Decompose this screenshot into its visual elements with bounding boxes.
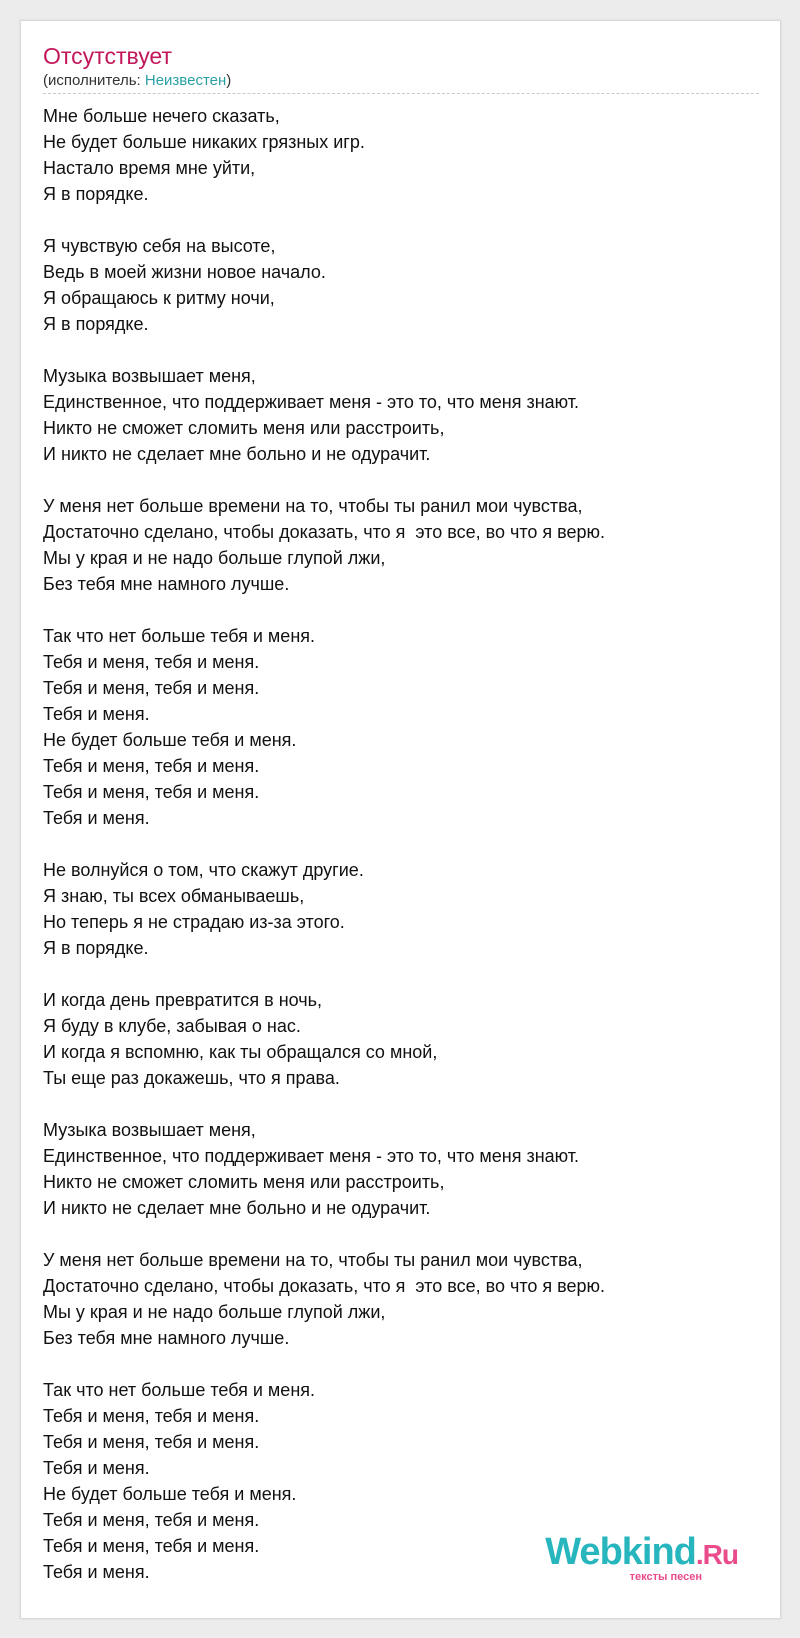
artist-line <box>43 72 231 90</box>
lyric-line: Тебя и меня, тебя и меня. <box>43 1510 260 1530</box>
lyric-line: Я в порядке. <box>43 314 149 334</box>
artist-prefix: (исполнитель: <box>43 72 145 89</box>
lyric-line: Но теперь я не страдаю из-за этого. <box>43 912 345 932</box>
stanza-gap <box>43 1091 763 1117</box>
lyric-line: Я обращаюсь к ритму ночи, <box>43 288 275 308</box>
stanza-gap <box>43 1351 763 1377</box>
stanza-gap <box>43 961 763 987</box>
logo-tld: .Ru <box>695 1539 738 1570</box>
lyric-line: Никто не сможет сломить меня или расстроить, <box>43 418 445 438</box>
lyric-line: Мы у края и не надо больше глупой лжи, <box>43 1302 386 1322</box>
lyric-line: Так что нет больше тебя и меня. <box>43 626 316 646</box>
lyric-line: Ты еще раз докажешь, что я права. <box>43 1068 340 1088</box>
lyric-line: Тебя и меня, тебя и меня. <box>43 652 260 672</box>
lyric-line: Тебя и меня, тебя и меня. <box>43 782 260 802</box>
lyric-line: У меня нет больше времени на то, чтобы ты ранил мои чувства, <box>43 496 583 516</box>
lyric-line: Тебя и меня. <box>43 1458 150 1478</box>
lyric-line: И когда день превратится в ночь, <box>43 990 323 1010</box>
lyric-line: Тебя и меня. <box>43 704 150 724</box>
lyric-line: Тебя и меня. <box>43 1562 150 1582</box>
lyric-line: Музыка возвышает меня, <box>43 366 256 386</box>
stanza-gap <box>43 337 763 363</box>
lyric-line: Тебя и меня, тебя и меня. <box>43 678 260 698</box>
lyric-line: Тебя и меня, тебя и меня. <box>43 1536 260 1556</box>
lyric-line: И никто не сделает мне больно и не одурачит. <box>43 444 431 464</box>
lyric-line: Не будет больше никаких грязных игр. <box>43 132 365 152</box>
lyric-line: Не будет больше тебя и меня. <box>43 730 297 750</box>
site-logo[interactable] <box>545 1532 738 1583</box>
lyrics-text <box>43 103 763 1585</box>
lyric-line: Тебя и меня, тебя и меня. <box>43 1406 260 1426</box>
lyric-line: Настало время мне уйти, <box>43 158 256 178</box>
stanza-gap <box>43 831 763 857</box>
lyric-line: Без тебя мне намного лучше. <box>43 574 290 594</box>
lyric-line: Мы у края и не надо больше глупой лжи, <box>43 548 386 568</box>
lyric-line: Я знаю, ты всех обманываешь, <box>43 886 305 906</box>
lyrics-page <box>20 20 781 1619</box>
lyric-line: Тебя и меня. <box>43 808 150 828</box>
song-title: Отсутствует <box>43 43 172 69</box>
lyric-line: Достаточно сделано, чтобы доказать, что я это все, во что я верю. <box>43 1276 606 1296</box>
lyric-line: У меня нет больше времени на то, чтобы ты ранил мои чувства, <box>43 1250 583 1270</box>
logo-name: Webkind <box>545 1531 696 1573</box>
logo-wordmark <box>545 1532 738 1575</box>
lyric-line: Я буду в клубе, забывая о нас. <box>43 1016 301 1036</box>
lyric-line: Так что нет больше тебя и меня. <box>43 1380 316 1400</box>
lyric-line: Единственное, что поддерживает меня - это то, что меня знают. <box>43 1146 580 1166</box>
artist-link[interactable]: Неизвестен <box>144 72 227 89</box>
lyric-line: Не волнуйся о том, что скажут другие. <box>43 860 364 880</box>
lyric-line: Никто не сможет сломить меня или расстроить, <box>43 1172 445 1192</box>
lyric-line: Музыка возвышает меня, <box>43 1120 256 1140</box>
stanza-gap <box>43 467 763 493</box>
lyric-line: Я в порядке. <box>43 184 149 204</box>
lyric-line: Я в порядке. <box>43 938 149 958</box>
stanza-gap <box>43 597 763 623</box>
logo-tagline: тексты песен <box>629 1571 702 1583</box>
lyric-line: Достаточно сделано, чтобы доказать, что я это все, во что я верю. <box>43 522 606 542</box>
stanza-gap <box>43 1221 763 1247</box>
lyric-line: Ведь в моей жизни новое начало. <box>43 262 326 282</box>
lyric-line: Не будет больше тебя и меня. <box>43 1484 297 1504</box>
lyric-line: Тебя и меня, тебя и меня. <box>43 756 260 776</box>
lyric-line: И никто не сделает мне больно и не одурачит. <box>43 1198 431 1218</box>
lyric-line: И когда я вспомню, как ты обращался со мной, <box>43 1042 438 1062</box>
lyric-line: Без тебя мне намного лучше. <box>43 1328 290 1348</box>
artist-suffix: ) <box>226 72 232 89</box>
lyric-line: Я чувствую себя на высоте, <box>43 236 276 256</box>
stanza-gap <box>43 207 763 233</box>
title-divider <box>43 93 759 94</box>
lyric-line: Единственное, что поддерживает меня - это то, что меня знают. <box>43 392 580 412</box>
lyric-line: Тебя и меня, тебя и меня. <box>43 1432 260 1452</box>
lyric-line: Мне больше нечего сказать, <box>43 106 280 126</box>
